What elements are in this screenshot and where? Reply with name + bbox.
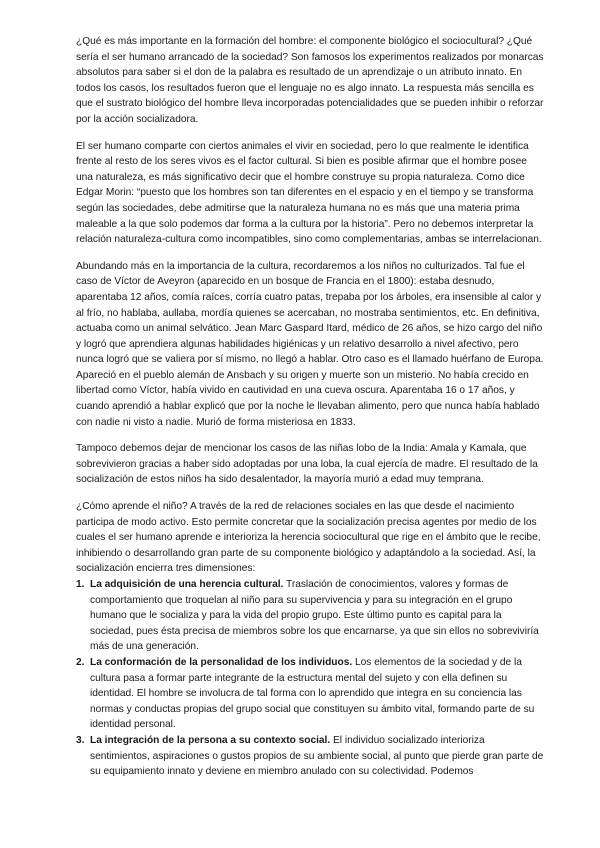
list-item-text: Los elementos de la sociedad y de la cultura pasa a formar parte integrante de la estructura mental del sujeto y con ella definen su identidad. El hombre se involucra de tal forma con lo aprendido que integra en su conciencia las normas y conductas propias del grupo social que constituyen su ámbito vital, formando parte de su identidad personal. xyxy=(90,656,535,731)
paragraph-how-child-learns: ¿Cómo aprende el niño? A través de la red de relaciones sociales en las que desde el nacimiento participa de modo activo. Esto permite concretar que la socialización precisa agentes por medio de los cuales el ser humano aprende e interioriza la herencia sociocultural que rige en el ámbito que le recibe, inhibiendo o desarrollando gran parte de su componente biológico y adaptándolo a la sociedad. Así, la socialización encierra tres dimensiones: xyxy=(76,501,541,575)
list-item-title: La conformación de la personalidad de los individuos. xyxy=(90,656,353,668)
list-item xyxy=(76,733,544,780)
list-item-number: 2. xyxy=(76,656,85,668)
paragraph-feral-children: Abundando más en la importancia de la cultura, recordaremos a los niños no culturizados. Tal fue el caso de Víctor de Aveyron (aparecido en un bosque de Francia en el 1800): estaba desnudo, aparentaba 12 años, comía raíces, corría cuatro patas, trepaba por los árboles, era insensible al calor y al frío, no hablaba, aullaba, mordía quienes se acercaban, no mostraba sentimientos, etc. En definitiva, actuaba como un animal selvático. Jean Marc Gaspard Itard, médico de 26 años, se hizo cargo del niño y logró que aprendiera algunas habilidades higiénicas y un relativo desarrollo a nivel afectivo, pero nunca logró que se valiera por sí mismo, no llegó a hablar. Otro caso es el llamado huérfano de Europa. Apareció en el pueblo alemán de Ansbach y su origen y muerte son un misterio. No había crecido en libertad como Víctor, había vivido en cautividad en una cueva oscura. Aparentaba 16 o 17 años, y cuando aprendió a hablar explicó que por la noche le llevaban alimento, pero que nunca había hablado con nadie ni visto a nadie. Murió de forma misteriosa en 1833. xyxy=(76,260,544,428)
dimensions-list xyxy=(76,577,544,780)
list-item-text: Traslación de conocimientos, valores y formas de comportamiento que troquelan al niño para su supervivencia y para su integración en el grupo humano que le socializa y para la vida del propio grupo. Este último punto es capital para la sociedad, pues ésta precisa de miembros sobre los que encarnarse, ya que sin ellos no sobreviviría más de una generación. xyxy=(90,579,539,653)
paragraph-cultural-factor: El ser humano comparte con ciertos animales el vivir en sociedad, pero lo que realmente le identifica frente al resto de los seres vivos es el factor cultural. Si bien es posible afirmar que el hombre posee una naturaleza, es más significativo decir que el hombre construye su propia naturaleza. Como dice Edgar Morin: “puesto que los hombres son tan diferentes en el espacio y en el tiempo y se transforma según las sociedades, debe admitirse que la naturaleza humana no es más que una materia prima maleable a la que solo podemos dar forma a la cultura por la historia”. Pero no debemos interpretar la relación naturaleza-cultura como incompatibles, sino como complementarias, ambas se interrelacionan. xyxy=(76,140,542,246)
list-item-number: 3. xyxy=(76,734,85,746)
list-item-title: La adquisición de una herencia cultural. xyxy=(90,579,284,590)
list-item xyxy=(76,655,544,733)
list-item-text: El individuo socializado interioriza sentimientos, aspiraciones o gustos propios de su ambiente social, al punto que pierde gran parte de su equipamiento innato y deviene en miembro anulado con su colectividad. Podemos xyxy=(90,734,544,778)
paragraph-wolf-girls: Tampoco debemos dejar de mencionar los casos de las niñas lobo de la India: Amala y Kamala, que sobrevivieron gracias a haber sido adoptadas por una loba, la cual ejercía de madre. El resultado de la socialización de estos niños ha sido desalentador, la mayoría murió a edad muy temprana. xyxy=(76,443,538,486)
list-item-number: 1. xyxy=(76,579,85,590)
list-item xyxy=(76,577,544,655)
document-page xyxy=(76,34,544,780)
list-item-title: La integración de la persona a su contexto social. xyxy=(90,734,331,746)
paragraph-biological-vs-sociocultural: ¿Qué es más importante en la formación del hombre: el componente biológico el sociocultural? ¿Qué sería el ser humano arrancado de la sociedad? Son famosos los experimentos realizados por monarcas absolutos para saber si el don de la palabra es resultado de un aprendizaje o un atributo innato. En todos los casos, los resultados fueron que el lenguaje no es algo innato. La respuesta más sencilla es que el sustrato biológico del hombre lleva incorporadas potencialidades que se pueden inhibir o reforzar por la acción socializadora. xyxy=(76,36,544,125)
